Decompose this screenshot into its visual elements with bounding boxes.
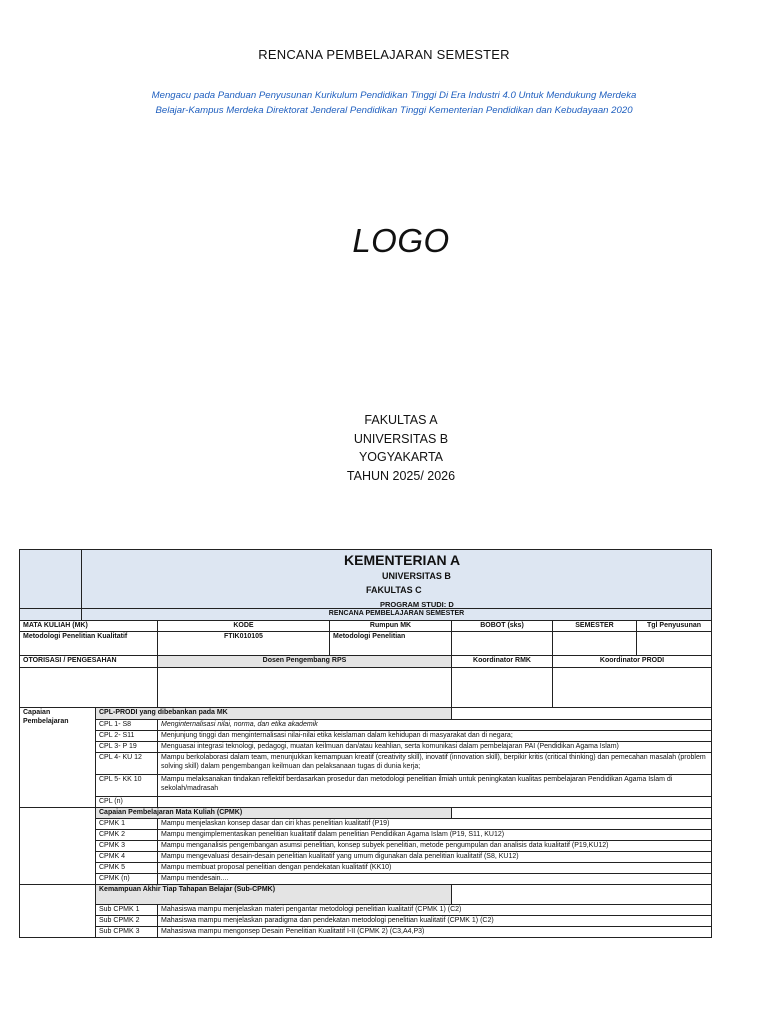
header-university: UNIVERSITAS B — [382, 571, 451, 581]
cpmk-code: CPMK 5 — [96, 862, 158, 873]
table-doc-title: RENCANA PEMBELAJARAN SEMESTER — [82, 609, 712, 621]
city-name: YOGYAKARTA — [358, 450, 444, 464]
logo-cell — [20, 550, 82, 609]
cpmk-header-blank — [452, 807, 712, 818]
subcpmk-desc: Mahasiswa mampu mengonsep Desain Penelitian Kualitatif I-II (CPMK 2) (C3,A4,P3) — [158, 926, 712, 937]
course-semester — [553, 631, 637, 655]
authorization-blank — [20, 667, 158, 707]
subcpmk-code: Sub CPMK 1 — [96, 904, 158, 915]
cpmk-code: CPMK 4 — [96, 851, 158, 862]
institution-block — [0, 411, 768, 485]
header-program: PROGRAM STUDI: D — [380, 600, 454, 609]
developer-signature — [158, 667, 452, 707]
cpl-header: CPL-PRODI yang dibebankan pada MK — [96, 707, 452, 719]
cpl-desc: Mampu melaksanakan tindakan reflektif berdasarkan prosedur dan metodologi penelitian ilmiah untuk peningkatan kualitas pembelajaran Pendidikan Agama Islam di sekolah/madrasah — [158, 774, 712, 796]
developer-label: Dosen Pengembang RPS — [158, 655, 452, 667]
cpmk-desc: Mampu menganalisis pengembangan asumsi penelitian, konsep subyek penelitian, metode pengumpulan dan analisis data kualitatif (P19,KU12) — [158, 840, 712, 851]
cpl-code: CPL 5- KK 10 — [96, 774, 158, 796]
header-faculty: FAKULTAS C — [366, 585, 422, 595]
cpmk-desc: Mampu mendesain.... — [158, 873, 712, 884]
col-header-date: Tgl Penyusunan — [637, 621, 712, 632]
cpmk-code: CPMK (n) — [96, 873, 158, 884]
subcpmk-code: Sub CPMK 3 — [96, 926, 158, 937]
col-header-bobot: BOBOT (sks) — [452, 621, 553, 632]
document-title: RENCANA PEMBELAJARAN SEMESTER — [258, 47, 510, 62]
cpl-header-blank — [452, 707, 712, 719]
cpmk-side-blank — [20, 807, 96, 884]
cpl-code: CPL 3- P 19 — [96, 741, 158, 752]
col-header-kode: KODE — [158, 621, 330, 632]
rmk-signature — [452, 667, 553, 707]
course-cluster: Metodologi Penelitian — [330, 631, 452, 655]
subcpmk-header-blank — [452, 884, 712, 904]
subcpmk-desc: Mahasiswa mampu menjelaskan materi pengantar metodologi penelitian kualitatif (CPMK 1) (C2) — [158, 904, 712, 915]
cpl-desc: Mampu berkolaborasi dalam team, menunjukkan kemampuan kreatif (creativity skill), inovatif (innovation skill), berpikir kritis (critical thinking) dan pemecahan masalah (problem solving skill) dalam pengembangan keilmuan dan pelaksanaan tugas di dunia kerja; — [158, 752, 712, 774]
authorization-label: OTORISASI / PENGESAHAN — [20, 655, 158, 667]
rps-table — [19, 549, 712, 938]
logo-placeholder: LOGO — [352, 222, 450, 259]
faculty-name: FAKULTAS A — [364, 413, 438, 427]
subcpmk-desc: Mahasiswa mampu menjelaskan paradigma dan pendekatan metodologi penelitian kualitatif (CPMK 1) (C2) — [158, 915, 712, 926]
cpmk-header: Capaian Pembelajaran Mata Kuliah (CPMK) — [96, 807, 452, 818]
prodi-label: Koordinator PRODI — [553, 655, 712, 667]
col-header-mk: MATA KULIAH (MK) — [20, 621, 158, 632]
cpmk-code: CPMK 3 — [96, 840, 158, 851]
cpl-code: CPL 1- S8 — [96, 719, 158, 730]
cpl-desc: Menjunjung tinggi dan menginternalisasi nilai-nilai etika keislaman dalam kehidupan di masyarakat dan di negara; — [158, 730, 712, 741]
rmk-label: Koordinator RMK — [452, 655, 553, 667]
cpmk-desc: Mampu mengevaluasi desain-desain penelitian kualitatif yang umum digunakan dala penelitian kualitatif (S8, KU12) — [158, 851, 712, 862]
col-header-semester: SEMESTER — [553, 621, 637, 632]
cpl-desc: Menginternalisasi nilai, norma, dan etika akademik — [158, 719, 712, 730]
cpmk-code: CPMK 2 — [96, 829, 158, 840]
course-credits — [452, 631, 553, 655]
academic-year: TAHUN 2025/ 2026 — [346, 468, 456, 483]
cpl-desc: Menguasai integrasi teknologi, pedagogi, muatan keilmuan dan/atau keahlian, serta komunikasi dalam pembelajaran PAI (Pendidikan Agama Islam) — [158, 741, 712, 752]
document-subtitle: Mengacu pada Panduan Penyusunan Kurikulum Pendidikan Tinggi Di Era Industri 4.0 Untuk Mendukung Merdeka Belajar-Kampus Merdeka Direktorat Jenderal Pendidikan Tinggi Kementerian Pendidikan dan Kebudayaan 2020 — [151, 90, 637, 116]
subcpmk-side-blank — [20, 884, 96, 937]
capaian-label: Capaian Pembelajaran — [20, 707, 96, 807]
logo-cell-bottom — [20, 609, 82, 621]
course-date — [637, 631, 712, 655]
institution-header — [82, 550, 712, 609]
ministry-name: KEMENTERIAN A — [344, 552, 461, 568]
subcpmk-header: Kemampuan Akhir Tiap Tahapan Belajar (Sub-CPMK) — [96, 884, 452, 904]
cpl-code: CPL (n) — [96, 796, 158, 807]
prodi-signature — [553, 667, 712, 707]
course-code: FTIK010105 — [158, 631, 330, 655]
cpl-code: CPL 2- S11 — [96, 730, 158, 741]
cpl-desc — [158, 796, 712, 807]
university-name: UNIVERSITAS B — [353, 431, 449, 446]
col-header-rumpun: Rumpun MK — [330, 621, 452, 632]
course-name: Metodologi Penelitian Kualitatif — [20, 631, 158, 655]
cpmk-code: CPMK 1 — [96, 818, 158, 829]
cpl-code: CPL 4- KU 12 — [96, 752, 158, 774]
cpmk-desc: Mampu mengimplementasikan penelitian kualitatif dalam penelitian Pendidikan Agama Islam (P19, S11, KU12) — [158, 829, 712, 840]
cpmk-desc: Mampu membuat proposal penelitian dengan pendekatan kualitatif (KK10) — [158, 862, 712, 873]
subcpmk-code: Sub CPMK 2 — [96, 915, 158, 926]
cpmk-desc: Mampu menjelaskan konsep dasar dan ciri khas penelitian kualitatif (P19) — [158, 818, 712, 829]
